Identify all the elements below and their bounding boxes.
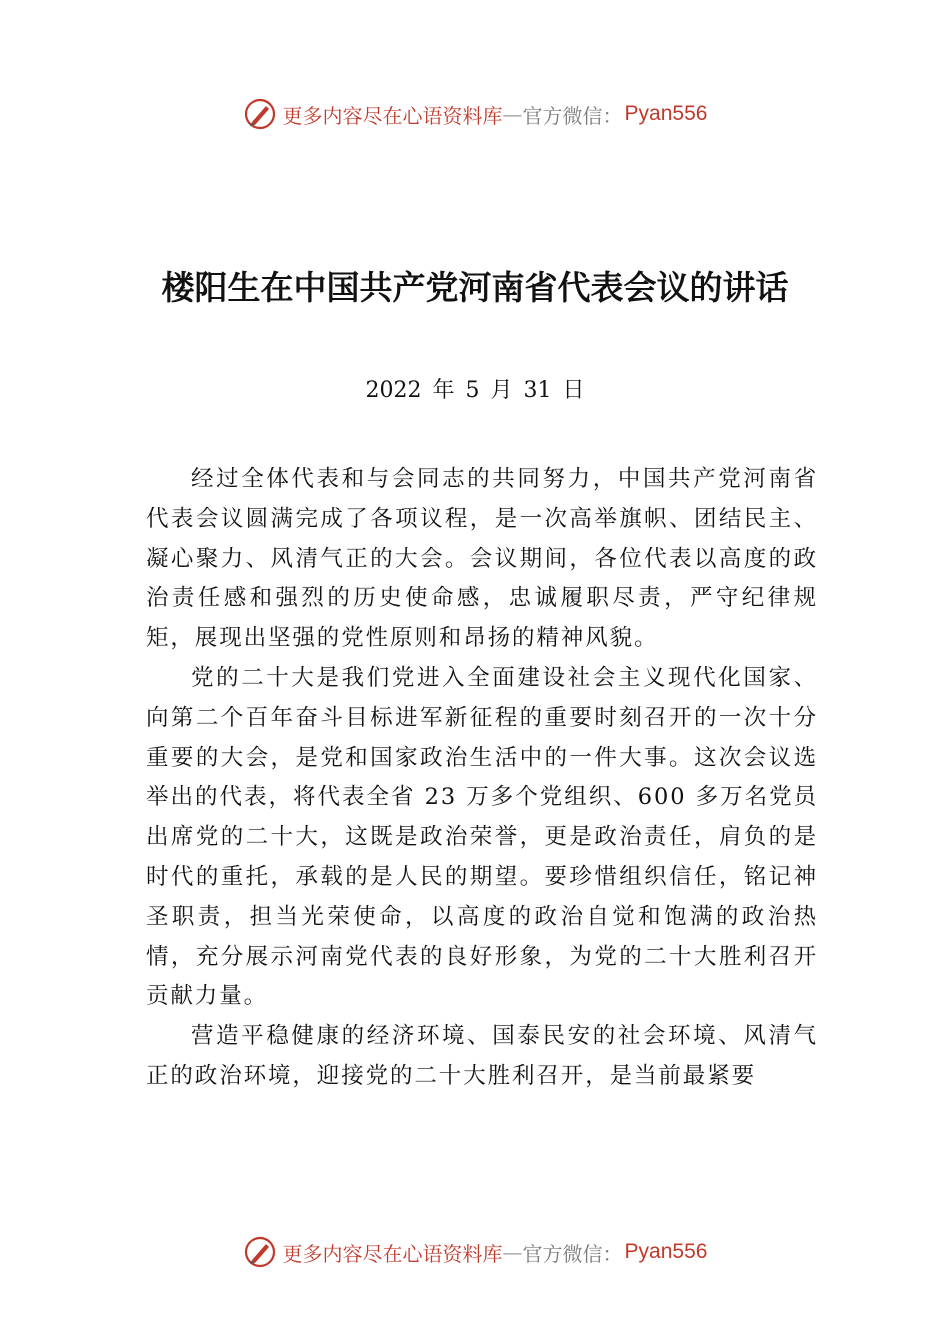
watermark-wechat-label: 官方微信：: [522, 103, 623, 128]
paragraph: 营造平稳健康的经济环境、国泰民安的社会环境、风清气正的政治环境，迎接党的二十大胜利召开，是当前最紧要: [146, 1023, 818, 1089]
watermark-text: 更多内容尽在心语资料库: [282, 1241, 503, 1266]
pen-logo-icon: [243, 1235, 277, 1269]
watermark-separator: —: [502, 102, 523, 126]
header-watermark: [0, 94, 950, 134]
footer-watermark: [0, 1232, 950, 1272]
watermark-text: 更多内容尽在心语资料库: [282, 103, 503, 128]
document-body: [146, 460, 818, 1097]
document-date: 2022 年 5 月 31 日: [365, 378, 585, 403]
watermark-wechat-id: Pyan556: [624, 102, 708, 125]
document-title: 楼阳生在中国共产党河南省代表会议的讲话: [161, 268, 789, 307]
pen-logo-icon: [243, 97, 277, 131]
watermark-wechat-label: 官方微信：: [522, 1241, 623, 1266]
paragraph: 党的二十大是我们党进入全面建设社会主义现代化国家、向第二个百年奋斗目标进军新征程的重要时刻召开的一次十分重要的大会，是党和国家政治生活中的一件大事。这次会议选举出的代表，将代表全省 23 万多个党组织、600 多万名党员出席党的二十大，这既是政治荣誉，更是政治责任，肩负的是时代的重托，承载的是人民的期望。要珍惜组织信任，铭记神圣职责，担当光荣使命，以高度的政治自觉和饱满的政治热情，充分展示河南党代表的良好形象，为党的二十大胜利召开贡献力量。: [146, 664, 818, 1010]
watermark-wechat-id: Pyan556: [624, 1240, 708, 1263]
paragraph: 经过全体代表和与会同志的共同努力，中国共产党河南省代表会议圆满完成了各项议程，是一次高举旗帜、团结民主、凝心聚力、风清气正的大会。会议期间，各位代表以高度的政治责任感和强烈的历史使命感，忠诚履职尽责，严守纪律规矩，展现出坚强的党性原则和昂扬的精神风貌。: [146, 466, 818, 652]
watermark-separator: —: [502, 1240, 523, 1264]
